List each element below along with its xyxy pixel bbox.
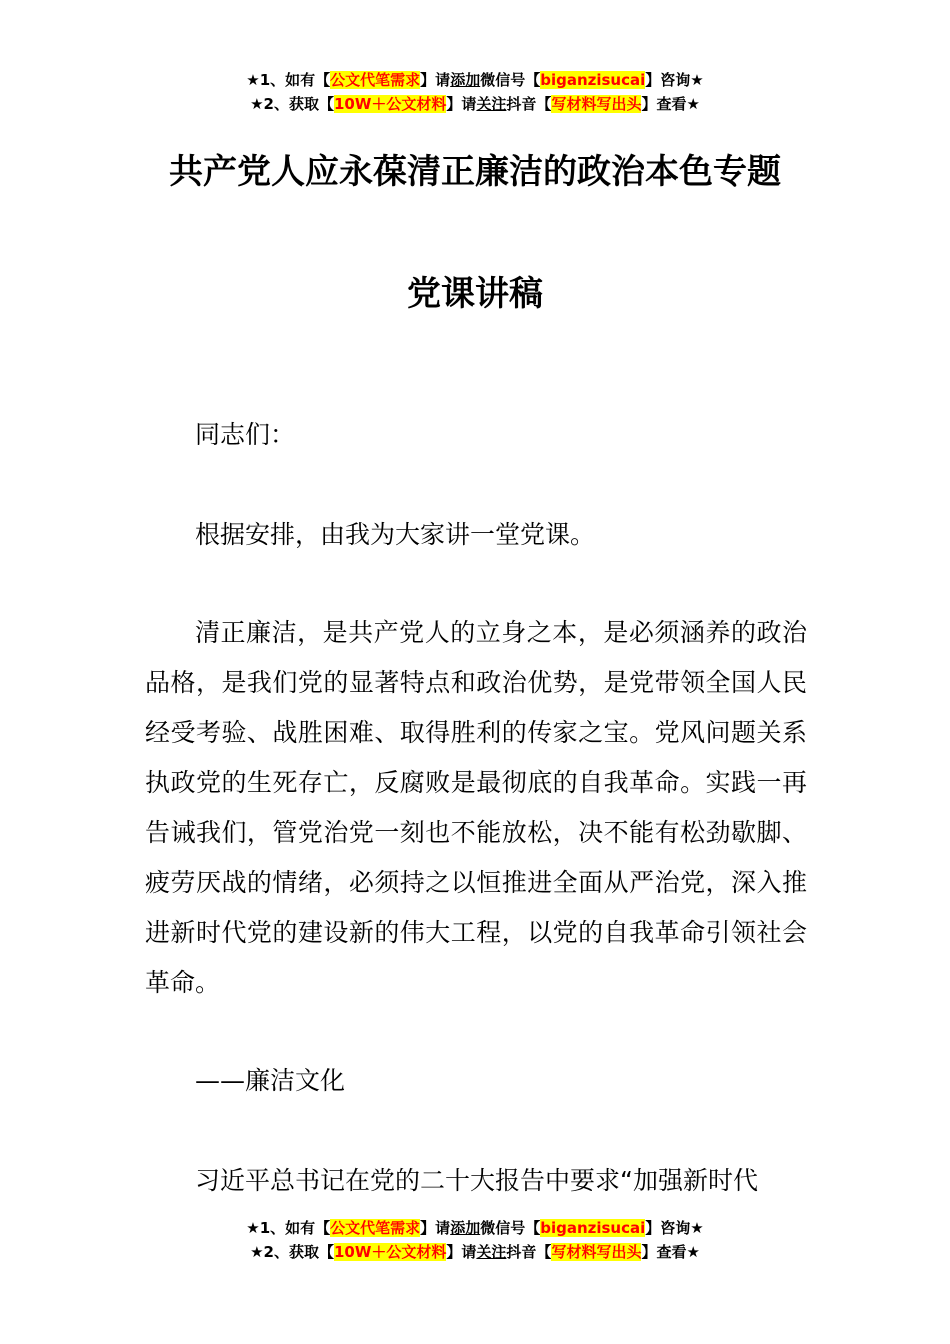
promo-highlight: biganzisucai [540,71,646,89]
promo-highlight: 公文代笔需求 [330,71,421,89]
document-title-line-1: 共产党人应永葆清正廉洁的政治本色专题 [169,152,781,192]
promo-underlined: 添加 [450,71,481,89]
promo-line-1: ★1、如有【公文代笔需求】请添加微信号【biganzisucai】咨询★ [246,1219,704,1237]
promo-underlined: 关注 [476,1243,507,1261]
promo-line-2: ★2、获取【10W＋公文材料】请关注抖音【写材料写出头】查看★ [250,95,700,113]
body-paragraph: 习近平总书记在党的二十大报告中要求“加强新时代 [195,1166,758,1195]
promo-footer [0,1216,950,1264]
promo-highlight: 写材料写出头 [551,95,642,113]
salutation-paragraph: 同志们： [195,420,296,449]
promo-underlined: 添加 [450,1219,481,1237]
promo-header [0,68,950,116]
promo-line-1: ★1、如有【公文代笔需求】请添加微信号【biganzisucai】咨询★ [246,71,704,89]
document-title-line-2: 党课讲稿 [407,274,543,314]
promo-line-2: ★2、获取【10W＋公文材料】请关注抖音【写材料写出头】查看★ [250,1243,700,1261]
promo-highlight: 10W＋公文材料 [333,1243,447,1261]
section-heading: ——廉洁文化 [195,1066,346,1095]
body-paragraph: 清正廉洁，是共产党人的立身之本，是必须涵养的政治品格，是我们党的显著特点和政治优势，是党带领全国人民经受考验、战胜困难、取得胜利的传家之宝。党风问题关系执政党的生死存亡，反腐败是最彻底的自我革命。实践一再告诫我们，管党治党一刻也不能放松，决不能有松劲歇脚、疲劳厌战的情绪，必须持之以恒推进全面从严治党，深入推进新时代党的建设新的伟大工程，以党的自我革命引领社会革命。 [145,618,807,997]
intro-paragraph: 根据安排，由我为大家讲一堂党课。 [195,520,596,549]
promo-highlight: biganzisucai [540,1219,646,1237]
promo-underlined: 关注 [476,95,507,113]
promo-highlight: 10W＋公文材料 [333,95,447,113]
promo-highlight: 写材料写出头 [551,1243,642,1261]
promo-highlight: 公文代笔需求 [330,1219,421,1237]
